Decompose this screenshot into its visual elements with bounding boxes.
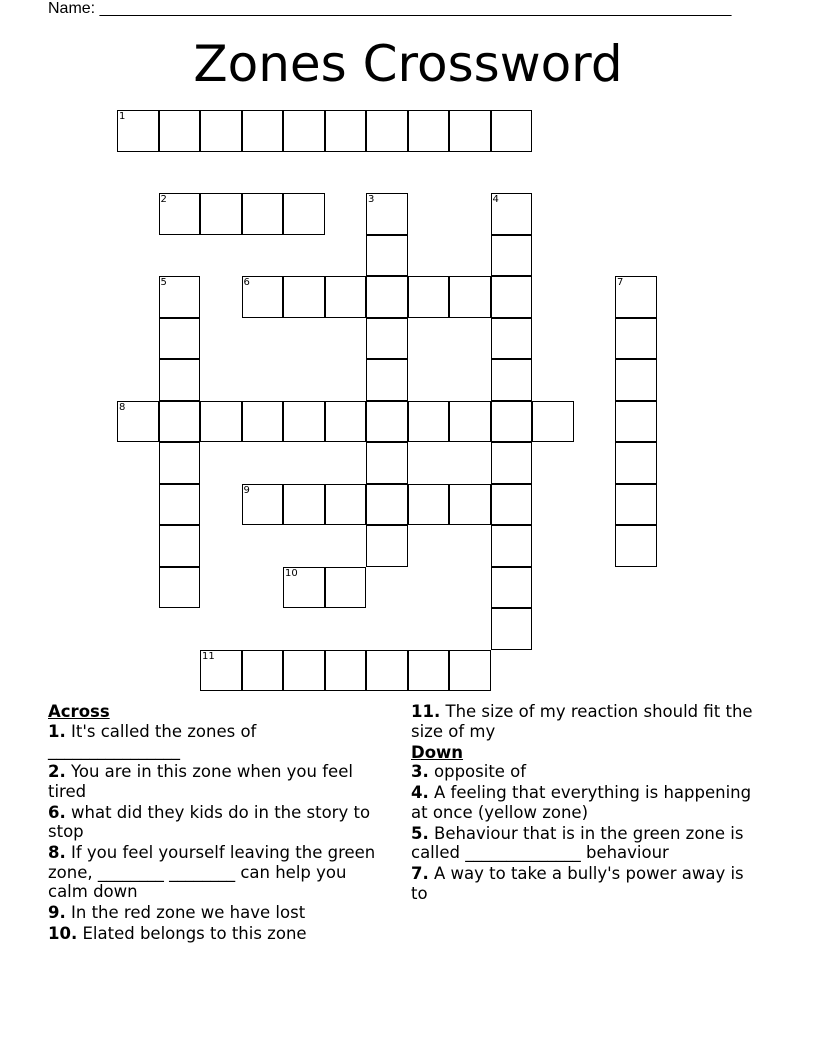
grid-cell[interactable]: [491, 525, 533, 567]
clue-number: 10.: [48, 924, 78, 943]
grid-cell[interactable]: [491, 318, 533, 360]
grid-cell[interactable]: [366, 318, 408, 360]
clue-text: A feeling that everything is happening at once (yellow zone): [411, 783, 752, 822]
name-line: Name: _______________________________________________________________________: [48, 0, 732, 17]
across-clue: [48, 803, 388, 842]
grid-cell[interactable]: [449, 650, 491, 692]
grid-cell[interactable]: [408, 110, 450, 152]
grid-cell[interactable]: [532, 401, 574, 443]
grid-cell[interactable]: [449, 401, 491, 443]
grid-cell[interactable]: [366, 442, 408, 484]
grid-cell[interactable]: [491, 567, 533, 609]
grid-cell[interactable]: [283, 276, 325, 318]
grid-cell[interactable]: [242, 650, 284, 692]
page-title: Zones Crossword: [193, 35, 623, 93]
grid-cell[interactable]: [283, 650, 325, 692]
cell-number: 7: [617, 277, 624, 288]
grid-cell[interactable]: [491, 235, 533, 277]
grid-cell[interactable]: [449, 110, 491, 152]
grid-cell[interactable]: [408, 484, 450, 526]
clue-number: 2.: [48, 762, 66, 781]
grid-cell[interactable]: [159, 110, 201, 152]
clue-number: 6.: [48, 802, 66, 822]
grid-cell[interactable]: [159, 484, 201, 526]
grid-cell[interactable]: [200, 110, 242, 152]
clue-text: A way to take a bully's power away is to: [411, 864, 744, 903]
grid-cell[interactable]: [615, 359, 657, 401]
clue-number: 9.: [48, 903, 66, 922]
grid-cell[interactable]: [491, 484, 533, 526]
grid-cell[interactable]: [615, 442, 657, 484]
clue-text: In the red zone we have lost: [71, 903, 306, 922]
clue-number: 8.: [48, 843, 66, 862]
clue-number: 4.: [411, 783, 429, 802]
cell-number: 5: [160, 277, 167, 288]
clue-number: 7.: [411, 864, 429, 883]
grid-cell[interactable]: [366, 484, 408, 526]
across-heading: Across: [48, 702, 110, 721]
grid-cell[interactable]: [491, 193, 533, 235]
grid-cell[interactable]: [117, 110, 159, 152]
grid-cell[interactable]: [200, 650, 242, 692]
clue-text: The size of my reaction should fit the size of my: [411, 702, 753, 741]
grid-cell[interactable]: [325, 567, 367, 609]
clue-text: You are in this zone when you feel tired: [48, 762, 353, 801]
clue-number: 3.: [411, 762, 429, 781]
grid-cell[interactable]: [408, 276, 450, 318]
clue-text: If you feel yourself leaving the green zone, ________ ________ can help you calm down: [48, 843, 376, 901]
grid-cell[interactable]: [283, 110, 325, 152]
down-clue: [411, 864, 756, 903]
grid-cell[interactable]: [366, 193, 408, 235]
cell-number: 1: [119, 111, 126, 122]
clue-text: opposite of: [434, 762, 527, 781]
grid-cell[interactable]: [491, 110, 533, 152]
grid-cell[interactable]: [366, 276, 408, 318]
down-clue: [411, 762, 756, 782]
grid-cell[interactable]: [408, 650, 450, 692]
across-clue: [411, 702, 756, 741]
grid-cell[interactable]: [159, 442, 201, 484]
clue-number: 11.: [411, 702, 441, 721]
cell-number: 2: [160, 194, 167, 205]
grid-cell[interactable]: [325, 276, 367, 318]
grid-cell[interactable]: [242, 484, 284, 526]
grid-cell[interactable]: [159, 567, 201, 609]
clue-number: 5.: [411, 823, 429, 843]
grid-cell[interactable]: [325, 401, 367, 443]
grid-cell[interactable]: [491, 359, 533, 401]
grid-cell[interactable]: [366, 235, 408, 277]
grid-cell[interactable]: [159, 401, 201, 443]
across-clue: [48, 762, 388, 801]
clues-left-column: [48, 702, 388, 945]
grid-cell[interactable]: [325, 484, 367, 526]
grid-cell[interactable]: [449, 276, 491, 318]
grid-cell[interactable]: [283, 567, 325, 609]
grid-cell[interactable]: [159, 359, 201, 401]
grid-cell[interactable]: [615, 401, 657, 443]
grid-cell[interactable]: [242, 401, 284, 443]
cell-number: 9: [243, 484, 250, 496]
grid-cell[interactable]: [242, 110, 284, 152]
across-clue: [48, 924, 388, 944]
grid-cell[interactable]: [366, 401, 408, 443]
grid-cell[interactable]: [615, 484, 657, 526]
across-clue: [48, 903, 388, 923]
across-clue: [48, 722, 388, 761]
grid-cell[interactable]: [283, 193, 325, 235]
grid-cell[interactable]: [366, 359, 408, 401]
cell-number: 6: [243, 277, 250, 288]
clue-text: It's called the zones of ________________: [48, 721, 257, 760]
clue-number: 1.: [48, 721, 66, 741]
cell-number: 3: [368, 194, 375, 205]
grid-cell[interactable]: [325, 110, 367, 152]
grid-cell[interactable]: [366, 525, 408, 567]
grid-cell[interactable]: [117, 401, 159, 443]
clue-text: Elated belongs to this zone: [82, 924, 307, 943]
cell-number: 10: [285, 567, 298, 579]
clues-right-column: [411, 702, 756, 905]
grid-cell[interactable]: [615, 318, 657, 360]
clue-text: Behaviour that is in the green zone is called ______________ behaviour: [411, 823, 744, 862]
grid-cell[interactable]: [491, 401, 533, 443]
grid-cell[interactable]: [283, 401, 325, 443]
down-heading: Down: [411, 742, 464, 762]
grid-cell[interactable]: [491, 276, 533, 318]
grid-cell[interactable]: [366, 110, 408, 152]
grid-cell[interactable]: [159, 276, 201, 318]
grid-cell[interactable]: [491, 608, 533, 650]
cell-number: 11: [202, 650, 215, 662]
cell-number: 4: [492, 194, 499, 205]
down-clue: [411, 824, 756, 863]
cell-number: 8: [119, 401, 126, 413]
grid-cell[interactable]: [159, 193, 201, 235]
down-clue: [411, 783, 756, 822]
clue-text: what did they kids do in the story to stop: [48, 802, 371, 841]
grid-cell[interactable]: [615, 525, 657, 567]
grid-cell[interactable]: [200, 193, 242, 235]
across-clue: [48, 843, 388, 902]
grid-cell[interactable]: [408, 401, 450, 443]
grid-cell[interactable]: [159, 525, 201, 567]
grid-cell[interactable]: [242, 193, 284, 235]
grid-cell[interactable]: [615, 276, 657, 318]
grid-cell[interactable]: [325, 650, 367, 692]
grid-cell[interactable]: [242, 276, 284, 318]
grid-cell[interactable]: [491, 442, 533, 484]
grid-cell[interactable]: [449, 484, 491, 526]
grid-cell[interactable]: [283, 484, 325, 526]
grid-cell[interactable]: [200, 401, 242, 443]
grid-cell[interactable]: [366, 650, 408, 692]
grid-cell[interactable]: [159, 318, 201, 360]
